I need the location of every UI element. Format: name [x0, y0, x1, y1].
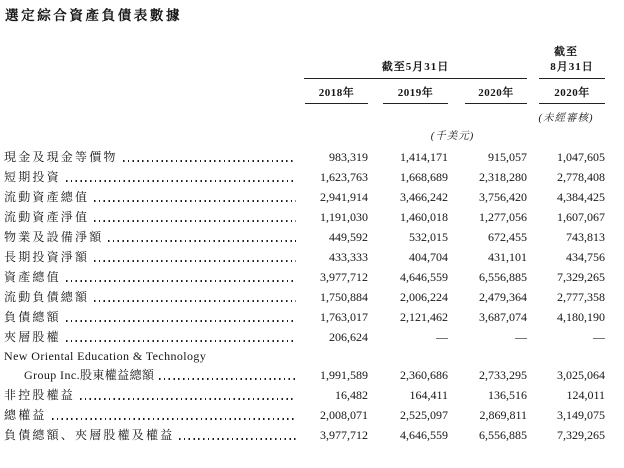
- cell-value: 1,191,030: [320, 210, 368, 224]
- cell-value: 4,646,559: [400, 270, 448, 284]
- dot-leader: [94, 200, 296, 202]
- header-spacer: [4, 79, 300, 104]
- cell-value: 16,482: [335, 388, 368, 402]
- row-label-cell: [4, 365, 300, 385]
- row-label-cell: [4, 187, 300, 207]
- aug-caption-cell: [527, 42, 605, 60]
- cell-value: 3,466,242: [400, 190, 448, 204]
- section-title: 選定綜合資產負債表數據: [5, 8, 183, 23]
- row-label: 長期投資淨額: [4, 250, 90, 264]
- row-label-cell: [4, 347, 300, 365]
- table-body: [4, 147, 609, 445]
- cell-value: 1,623,763: [320, 170, 368, 184]
- cell-value: 532,015: [409, 230, 448, 244]
- dot-leader: [94, 260, 296, 262]
- cell-value: 3,977,712: [320, 270, 368, 284]
- row-label: 夾層股權: [4, 330, 61, 344]
- year-col-2020-may-cell: [448, 79, 527, 104]
- table-row: [4, 327, 609, 347]
- cell-value: 2,121,462: [400, 310, 448, 324]
- cell-value: 1,763,017: [320, 310, 368, 324]
- cell-value: 206,624: [329, 330, 368, 344]
- dot-leader: [179, 438, 296, 440]
- cell-value: 7,329,265: [557, 428, 605, 442]
- dot-leader: [94, 300, 296, 302]
- cell-value: 4,646,559: [400, 428, 448, 442]
- cell-value: —: [436, 330, 448, 344]
- dot-leader: [123, 160, 296, 162]
- row-label-cell: [4, 385, 300, 405]
- dot-leader: [159, 378, 296, 380]
- cell-value: 3,687,074: [479, 310, 527, 324]
- cell-value: —: [593, 330, 605, 344]
- row-label-cell: [4, 307, 300, 327]
- dot-leader: [94, 220, 296, 222]
- table-row: [4, 167, 609, 187]
- currency-unit-note: (千美元): [430, 131, 475, 142]
- dot-leader: [108, 240, 296, 242]
- cell-value: 2,479,364: [479, 290, 527, 304]
- cell-value: 6,556,885: [479, 270, 527, 284]
- cell-value: 3,025,064: [557, 368, 605, 382]
- cell-value: 1,047,605: [557, 150, 605, 164]
- cell-value: 1,607,067: [557, 210, 605, 224]
- cell-value: 672,455: [488, 230, 527, 244]
- row-label-cell: [4, 207, 300, 227]
- aug-caption-cell: [527, 60, 605, 79]
- cell-value: 3,977,712: [320, 428, 368, 442]
- dot-leader: [52, 418, 296, 420]
- currency-unit-cell: [300, 121, 605, 141]
- table-row: [4, 385, 609, 405]
- cell-value: 983,319: [329, 150, 368, 164]
- table-row: [4, 365, 609, 385]
- dot-leader: [66, 340, 296, 342]
- cell-value: 2,941,914: [320, 190, 368, 204]
- may-caption: 截至5月31日: [304, 60, 527, 79]
- cell-value: 1,277,056: [479, 210, 527, 224]
- header-spacer: [4, 121, 300, 141]
- cell-value: 124,011: [566, 388, 605, 402]
- cell-value: 404,704: [409, 250, 448, 264]
- row-label: 資產總值: [4, 270, 61, 284]
- row-label: 流動資產淨值: [4, 210, 90, 224]
- row-label: 現金及現金等價物: [4, 150, 118, 164]
- year-col-2020-aug-cell: [527, 79, 605, 104]
- table-row: [4, 147, 609, 167]
- table-row: [4, 307, 609, 327]
- balance-sheet-table: [4, 42, 609, 445]
- dot-leader: [66, 280, 296, 282]
- aug-caption-line1: 截至: [554, 46, 578, 58]
- year-col-2019: 2019年: [383, 86, 448, 104]
- cell-value: 2,733,295: [479, 368, 527, 382]
- cell-value: 3,149,075: [557, 408, 605, 422]
- row-label: 非控股權益: [4, 388, 76, 402]
- row-label: 負債總額: [4, 310, 61, 324]
- cell-value: 1,991,589: [320, 368, 368, 382]
- cell-value: 1,750,884: [320, 290, 368, 304]
- unaudited-note: (未經審核): [538, 113, 594, 124]
- year-col-2019-cell: [368, 79, 448, 104]
- cell-value: 915,057: [488, 150, 527, 164]
- table-row: [4, 247, 609, 267]
- row-label-cell: [4, 425, 300, 445]
- dot-leader: [66, 180, 296, 182]
- cell-value: 433,333: [329, 250, 368, 264]
- cell-value: 2,525,097: [400, 408, 448, 422]
- header-row-unaudited: [4, 104, 609, 124]
- table-row: [4, 405, 609, 425]
- cell-value: 164,411: [409, 388, 448, 402]
- row-label-cell: [4, 247, 300, 267]
- row-label-cell: [4, 267, 300, 287]
- cell-value: 2,869,811: [479, 408, 527, 422]
- year-col-2018: 2018年: [305, 86, 368, 104]
- header-row-unit: [4, 121, 609, 141]
- table-row: [4, 425, 609, 445]
- row-label: 短期投資: [4, 170, 61, 184]
- header-row-years: [4, 79, 609, 104]
- row-label: New Oriental Education & Technology: [4, 349, 207, 363]
- cell-value: 2,777,358: [557, 290, 605, 304]
- cell-value: 2,008,071: [320, 408, 368, 422]
- row-label: 總權益: [4, 408, 47, 422]
- table-row: [4, 227, 609, 247]
- row-label: 流動負債總額: [4, 290, 90, 304]
- row-label-cell: [4, 327, 300, 347]
- row-label: Group Inc.股東權益總額: [24, 368, 155, 382]
- cell-value: 449,592: [329, 230, 368, 244]
- cell-value: 1,414,171: [400, 150, 448, 164]
- cell-value: 743,813: [566, 230, 605, 244]
- cell-value: 431,101: [488, 250, 527, 264]
- cell-value: —: [515, 330, 527, 344]
- cell-value: 6,556,885: [479, 428, 527, 442]
- year-col-2018-cell: [300, 79, 368, 104]
- cell-value: 1,668,689: [400, 170, 448, 184]
- cell-value: 7,329,265: [557, 270, 605, 284]
- table-row: [4, 267, 609, 287]
- cell-value: 3,756,420: [479, 190, 527, 204]
- row-label-cell: [4, 287, 300, 307]
- unaudited-note-cell: [527, 104, 605, 124]
- dot-leader: [66, 320, 296, 322]
- cell-value: 4,384,425: [557, 190, 605, 204]
- cell-value: 2,778,408: [557, 170, 605, 184]
- year-col-2020-may: 2020年: [465, 86, 527, 104]
- year-col-2020-aug: 2020年: [539, 86, 605, 104]
- header-row-aug-caption-1: [4, 42, 609, 60]
- cell-value: 1,460,018: [400, 210, 448, 224]
- row-label: 物業及設備淨額: [4, 230, 104, 244]
- row-label-cell: [4, 147, 300, 167]
- row-label-cell: [4, 167, 300, 187]
- header-spacer: [300, 104, 527, 121]
- aug-caption-line2: 8月31日: [539, 60, 605, 79]
- may-caption-cell: [300, 60, 527, 79]
- cell-value: 136,516: [488, 388, 527, 402]
- cell-value: 2,006,224: [400, 290, 448, 304]
- cell-value: 2,318,280: [479, 170, 527, 184]
- table-row: [4, 207, 609, 227]
- cell-value: 2,360,686: [400, 368, 448, 382]
- header-row-period-captions: [4, 60, 609, 79]
- table-row: [4, 187, 609, 207]
- table-row: [4, 287, 609, 307]
- row-label: 負債總額、夾層股權及權益: [4, 428, 175, 442]
- dot-leader: [80, 398, 296, 400]
- cell-value: 4,180,190: [557, 310, 605, 324]
- row-label: 流動資產總值: [4, 190, 90, 204]
- cell-value: 434,756: [566, 250, 605, 264]
- row-label-cell: [4, 405, 300, 425]
- table-row-caption: [4, 347, 609, 365]
- row-label-cell: [4, 227, 300, 247]
- header-spacer: [4, 104, 300, 121]
